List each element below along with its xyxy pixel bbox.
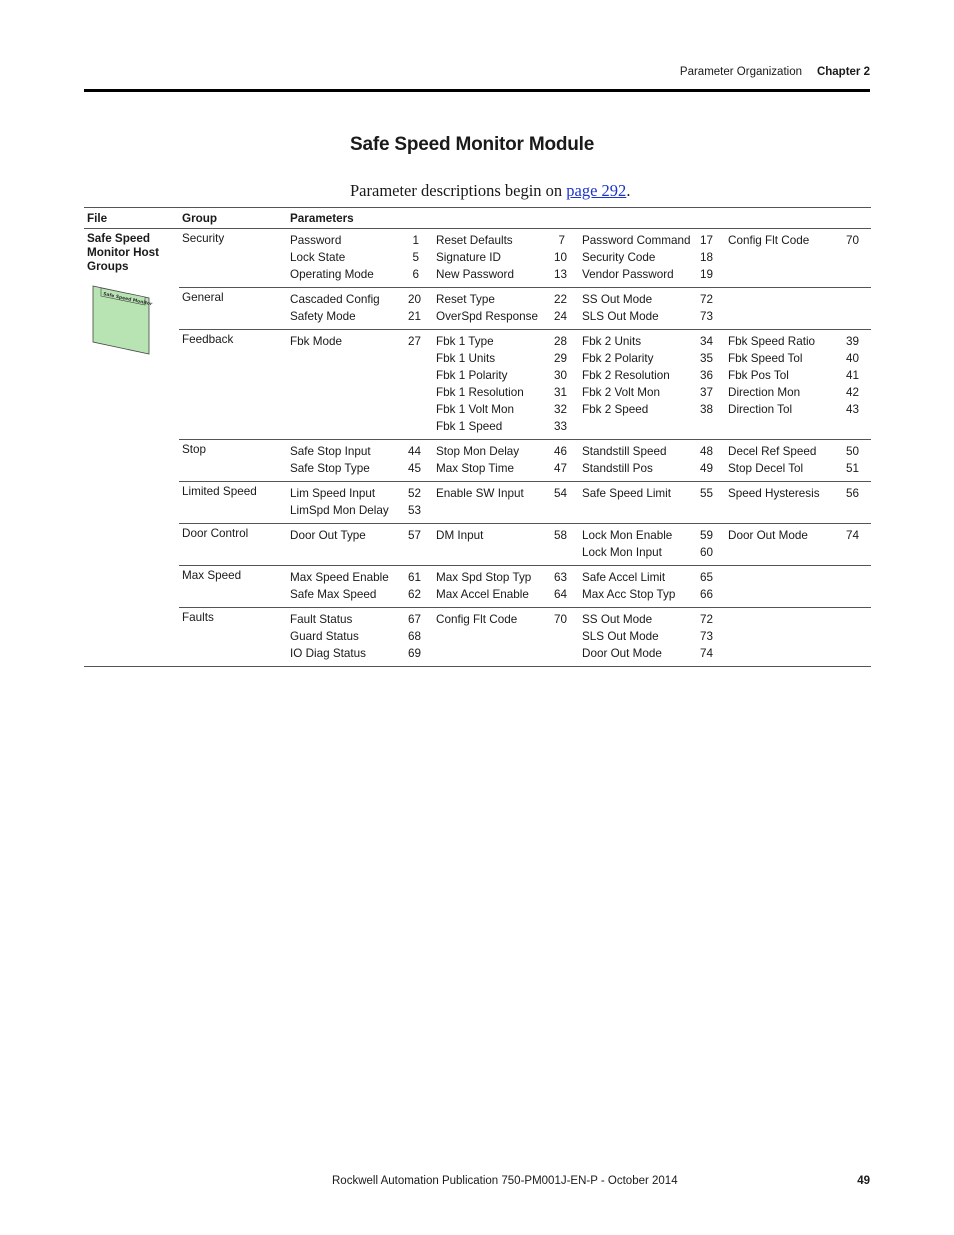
page-number: 49 xyxy=(857,1175,870,1187)
param-numbers-text: 46 47 xyxy=(554,445,568,475)
param-names xyxy=(579,229,697,288)
param-numbers xyxy=(551,608,579,667)
param-names xyxy=(433,524,551,566)
param-names xyxy=(579,524,697,566)
intro-text xyxy=(350,181,630,201)
param-numbers xyxy=(843,440,871,482)
table-row xyxy=(84,288,871,330)
intro-suffix: . xyxy=(626,181,631,200)
param-names xyxy=(579,482,697,524)
param-names-text: Config Flt Code xyxy=(436,613,518,626)
param-names xyxy=(725,330,843,440)
param-names xyxy=(579,288,697,330)
group-name: General xyxy=(179,288,287,330)
param-numbers xyxy=(405,566,433,608)
param-numbers xyxy=(697,229,725,288)
table-row xyxy=(84,330,871,440)
param-numbers-text: 50 51 xyxy=(846,445,860,475)
param-names xyxy=(433,288,551,330)
param-numbers xyxy=(843,330,871,440)
param-names-text: Fbk 1 Type Fbk 1 Units Fbk 1 Polarity Fbk 1 Resolution Fbk 1 Volt Mon Fbk 1 Speed xyxy=(436,335,524,433)
folder-icon-label: Safe Speed Monitor xyxy=(102,292,153,308)
param-numbers-text: 74 xyxy=(846,529,860,542)
page-link[interactable]: page 292 xyxy=(566,181,627,200)
group-name: Limited Speed xyxy=(179,482,287,524)
group-name: Door Control xyxy=(179,524,287,566)
param-names xyxy=(433,330,551,440)
header-rule xyxy=(84,89,870,92)
param-numbers-text: 54 xyxy=(554,487,568,500)
param-numbers xyxy=(551,288,579,330)
param-names xyxy=(433,229,551,288)
param-numbers xyxy=(697,440,725,482)
group-name: Feedback xyxy=(179,330,287,440)
param-names-text: Enable SW Input xyxy=(436,487,524,500)
param-names xyxy=(287,229,405,288)
param-names-text: Cascaded Config Safety Mode xyxy=(290,293,380,323)
param-numbers xyxy=(551,440,579,482)
param-numbers xyxy=(697,288,725,330)
table-header-row xyxy=(84,208,871,229)
param-numbers-text: 22 24 xyxy=(554,293,568,323)
param-numbers-text: 48 49 xyxy=(700,445,714,475)
param-names xyxy=(579,440,697,482)
table-row xyxy=(84,566,871,608)
table-row xyxy=(84,229,871,288)
param-names xyxy=(725,440,843,482)
param-numbers-text: 57 xyxy=(408,529,422,542)
page-title: Safe Speed Monitor Module xyxy=(350,134,595,155)
param-names xyxy=(725,608,843,667)
param-names xyxy=(433,608,551,667)
param-names-text: Speed Hysteresis xyxy=(728,487,820,500)
group-header: Group xyxy=(179,208,287,229)
param-numbers xyxy=(405,482,433,524)
param-numbers-text: 1 5 6 xyxy=(412,234,419,281)
param-names xyxy=(433,482,551,524)
page-header xyxy=(84,66,870,82)
param-names xyxy=(725,229,843,288)
group-name: Security xyxy=(179,229,287,288)
param-numbers xyxy=(405,330,433,440)
section-name: Parameter Organization xyxy=(679,66,802,78)
param-names-text: Lim Speed Input LimSpd Mon Delay xyxy=(290,487,389,517)
param-numbers-text: 55 xyxy=(700,487,714,500)
param-names-text: DM Input xyxy=(436,529,484,542)
param-numbers-text: 72 73 xyxy=(700,293,714,323)
param-numbers-text: 52 53 xyxy=(408,487,422,517)
param-names-text: Password Lock State Operating Mode xyxy=(290,234,374,281)
param-names xyxy=(725,288,843,330)
parameter-table xyxy=(84,207,871,667)
param-names-text: Door Out Mode xyxy=(728,529,808,542)
param-names-text: Safe Accel Limit Max Acc Stop Typ xyxy=(582,571,676,601)
param-names xyxy=(579,330,697,440)
param-numbers-text: 72 73 74 xyxy=(700,613,714,660)
param-names-text: Fbk Mode xyxy=(290,335,342,348)
param-names-text: Decel Ref Speed Stop Decel Tol xyxy=(728,445,817,475)
param-names-text: Standstill Speed Standstill Pos xyxy=(582,445,667,475)
param-names-text: Max Speed Enable Safe Max Speed xyxy=(290,571,389,601)
param-names-text: SS Out Mode SLS Out Mode Door Out Mode xyxy=(582,613,662,660)
param-numbers-text: 63 64 xyxy=(554,571,568,601)
param-numbers xyxy=(405,524,433,566)
param-numbers xyxy=(551,482,579,524)
param-names-text: Fbk Speed Ratio Fbk Speed Tol Fbk Pos Tol Direction Mon Direction Tol xyxy=(728,335,816,416)
param-names xyxy=(287,330,405,440)
table-row xyxy=(84,440,871,482)
param-numbers-text: 65 66 xyxy=(700,571,714,601)
file-header: File xyxy=(84,208,179,229)
param-names xyxy=(287,482,405,524)
param-numbers xyxy=(843,288,871,330)
group-name: Max Speed xyxy=(179,566,287,608)
param-numbers xyxy=(697,608,725,667)
param-names xyxy=(433,440,551,482)
group-name: Stop xyxy=(179,440,287,482)
param-names xyxy=(287,566,405,608)
param-names xyxy=(433,566,551,608)
param-numbers-text: 70 xyxy=(554,613,568,626)
param-numbers xyxy=(551,330,579,440)
param-names-text: Stop Mon Delay Max Stop Time xyxy=(436,445,520,475)
param-names xyxy=(287,440,405,482)
param-numbers xyxy=(405,288,433,330)
param-numbers xyxy=(697,482,725,524)
param-numbers xyxy=(843,482,871,524)
param-numbers xyxy=(843,608,871,667)
param-names-text: Password Command Security Code Vendor Password xyxy=(582,234,691,281)
param-names-text: Safe Speed Limit xyxy=(582,487,672,500)
param-numbers xyxy=(697,330,725,440)
param-numbers-text: 7 10 13 xyxy=(554,234,568,281)
param-names-text: Config Flt Code xyxy=(728,234,810,247)
folder-icon xyxy=(87,284,159,360)
param-numbers-text: 20 21 xyxy=(408,293,422,323)
param-names-text: Fbk 2 Units Fbk 2 Polarity Fbk 2 Resolution Fbk 2 Volt Mon Fbk 2 Speed xyxy=(582,335,670,416)
param-numbers xyxy=(697,524,725,566)
param-names-text: Safe Stop Input Safe Stop Type xyxy=(290,445,371,475)
param-numbers-text: 70 xyxy=(846,234,860,247)
param-numbers xyxy=(405,440,433,482)
param-numbers xyxy=(697,566,725,608)
param-names xyxy=(579,608,697,667)
param-numbers xyxy=(551,229,579,288)
param-names-text: Max Spd Stop Typ Max Accel Enable xyxy=(436,571,532,601)
param-numbers-text: 56 xyxy=(846,487,860,500)
param-names xyxy=(287,524,405,566)
table-row xyxy=(84,608,871,667)
file-name: Safe Speed Monitor Host Groups xyxy=(87,232,160,273)
param-names xyxy=(725,566,843,608)
param-names xyxy=(725,524,843,566)
param-names-text: Reset Type OverSpd Response xyxy=(436,293,538,323)
param-names-text: Fault Status Guard Status IO Diag Status xyxy=(290,613,367,660)
param-names-text: Reset Defaults Signature ID New Password xyxy=(436,234,514,281)
param-names-text: Lock Mon Enable Lock Mon Input xyxy=(582,529,673,559)
param-numbers xyxy=(405,608,433,667)
param-numbers-text: 67 68 69 xyxy=(408,613,422,660)
param-names-text: Door Out Type xyxy=(290,529,366,542)
param-numbers-text: 44 45 xyxy=(408,445,422,475)
intro-prefix: Parameter descriptions begin on xyxy=(350,181,567,200)
param-names-text: SS Out Mode SLS Out Mode xyxy=(582,293,659,323)
param-numbers xyxy=(405,229,433,288)
param-numbers xyxy=(551,566,579,608)
param-numbers xyxy=(843,229,871,288)
param-numbers-text: 61 62 xyxy=(408,571,422,601)
param-names xyxy=(579,566,697,608)
param-numbers xyxy=(843,524,871,566)
table-row xyxy=(84,482,871,524)
param-numbers-text: 58 xyxy=(554,529,568,542)
chapter-label: Chapter 2 xyxy=(816,66,870,78)
param-numbers-text: 27 xyxy=(408,335,422,348)
param-numbers-text: 34 35 36 37 38 xyxy=(700,335,714,416)
param-numbers-text: 39 40 41 42 43 xyxy=(846,335,860,416)
param-numbers-text: 17 18 19 xyxy=(700,234,714,281)
param-numbers xyxy=(551,524,579,566)
group-name: Faults xyxy=(179,608,287,667)
table-row xyxy=(84,524,871,566)
param-numbers-text: 28 29 30 31 32 33 xyxy=(554,335,568,433)
publication-info: Rockwell Automation Publication 750-PM001J-EN-P - October 2014 xyxy=(332,1175,678,1187)
param-numbers-text: 59 60 xyxy=(700,529,714,559)
param-names xyxy=(725,482,843,524)
param-names xyxy=(287,288,405,330)
param-names xyxy=(287,608,405,667)
param-numbers xyxy=(843,566,871,608)
parameters-header: Parameters xyxy=(287,208,871,229)
file-cell xyxy=(84,229,179,667)
